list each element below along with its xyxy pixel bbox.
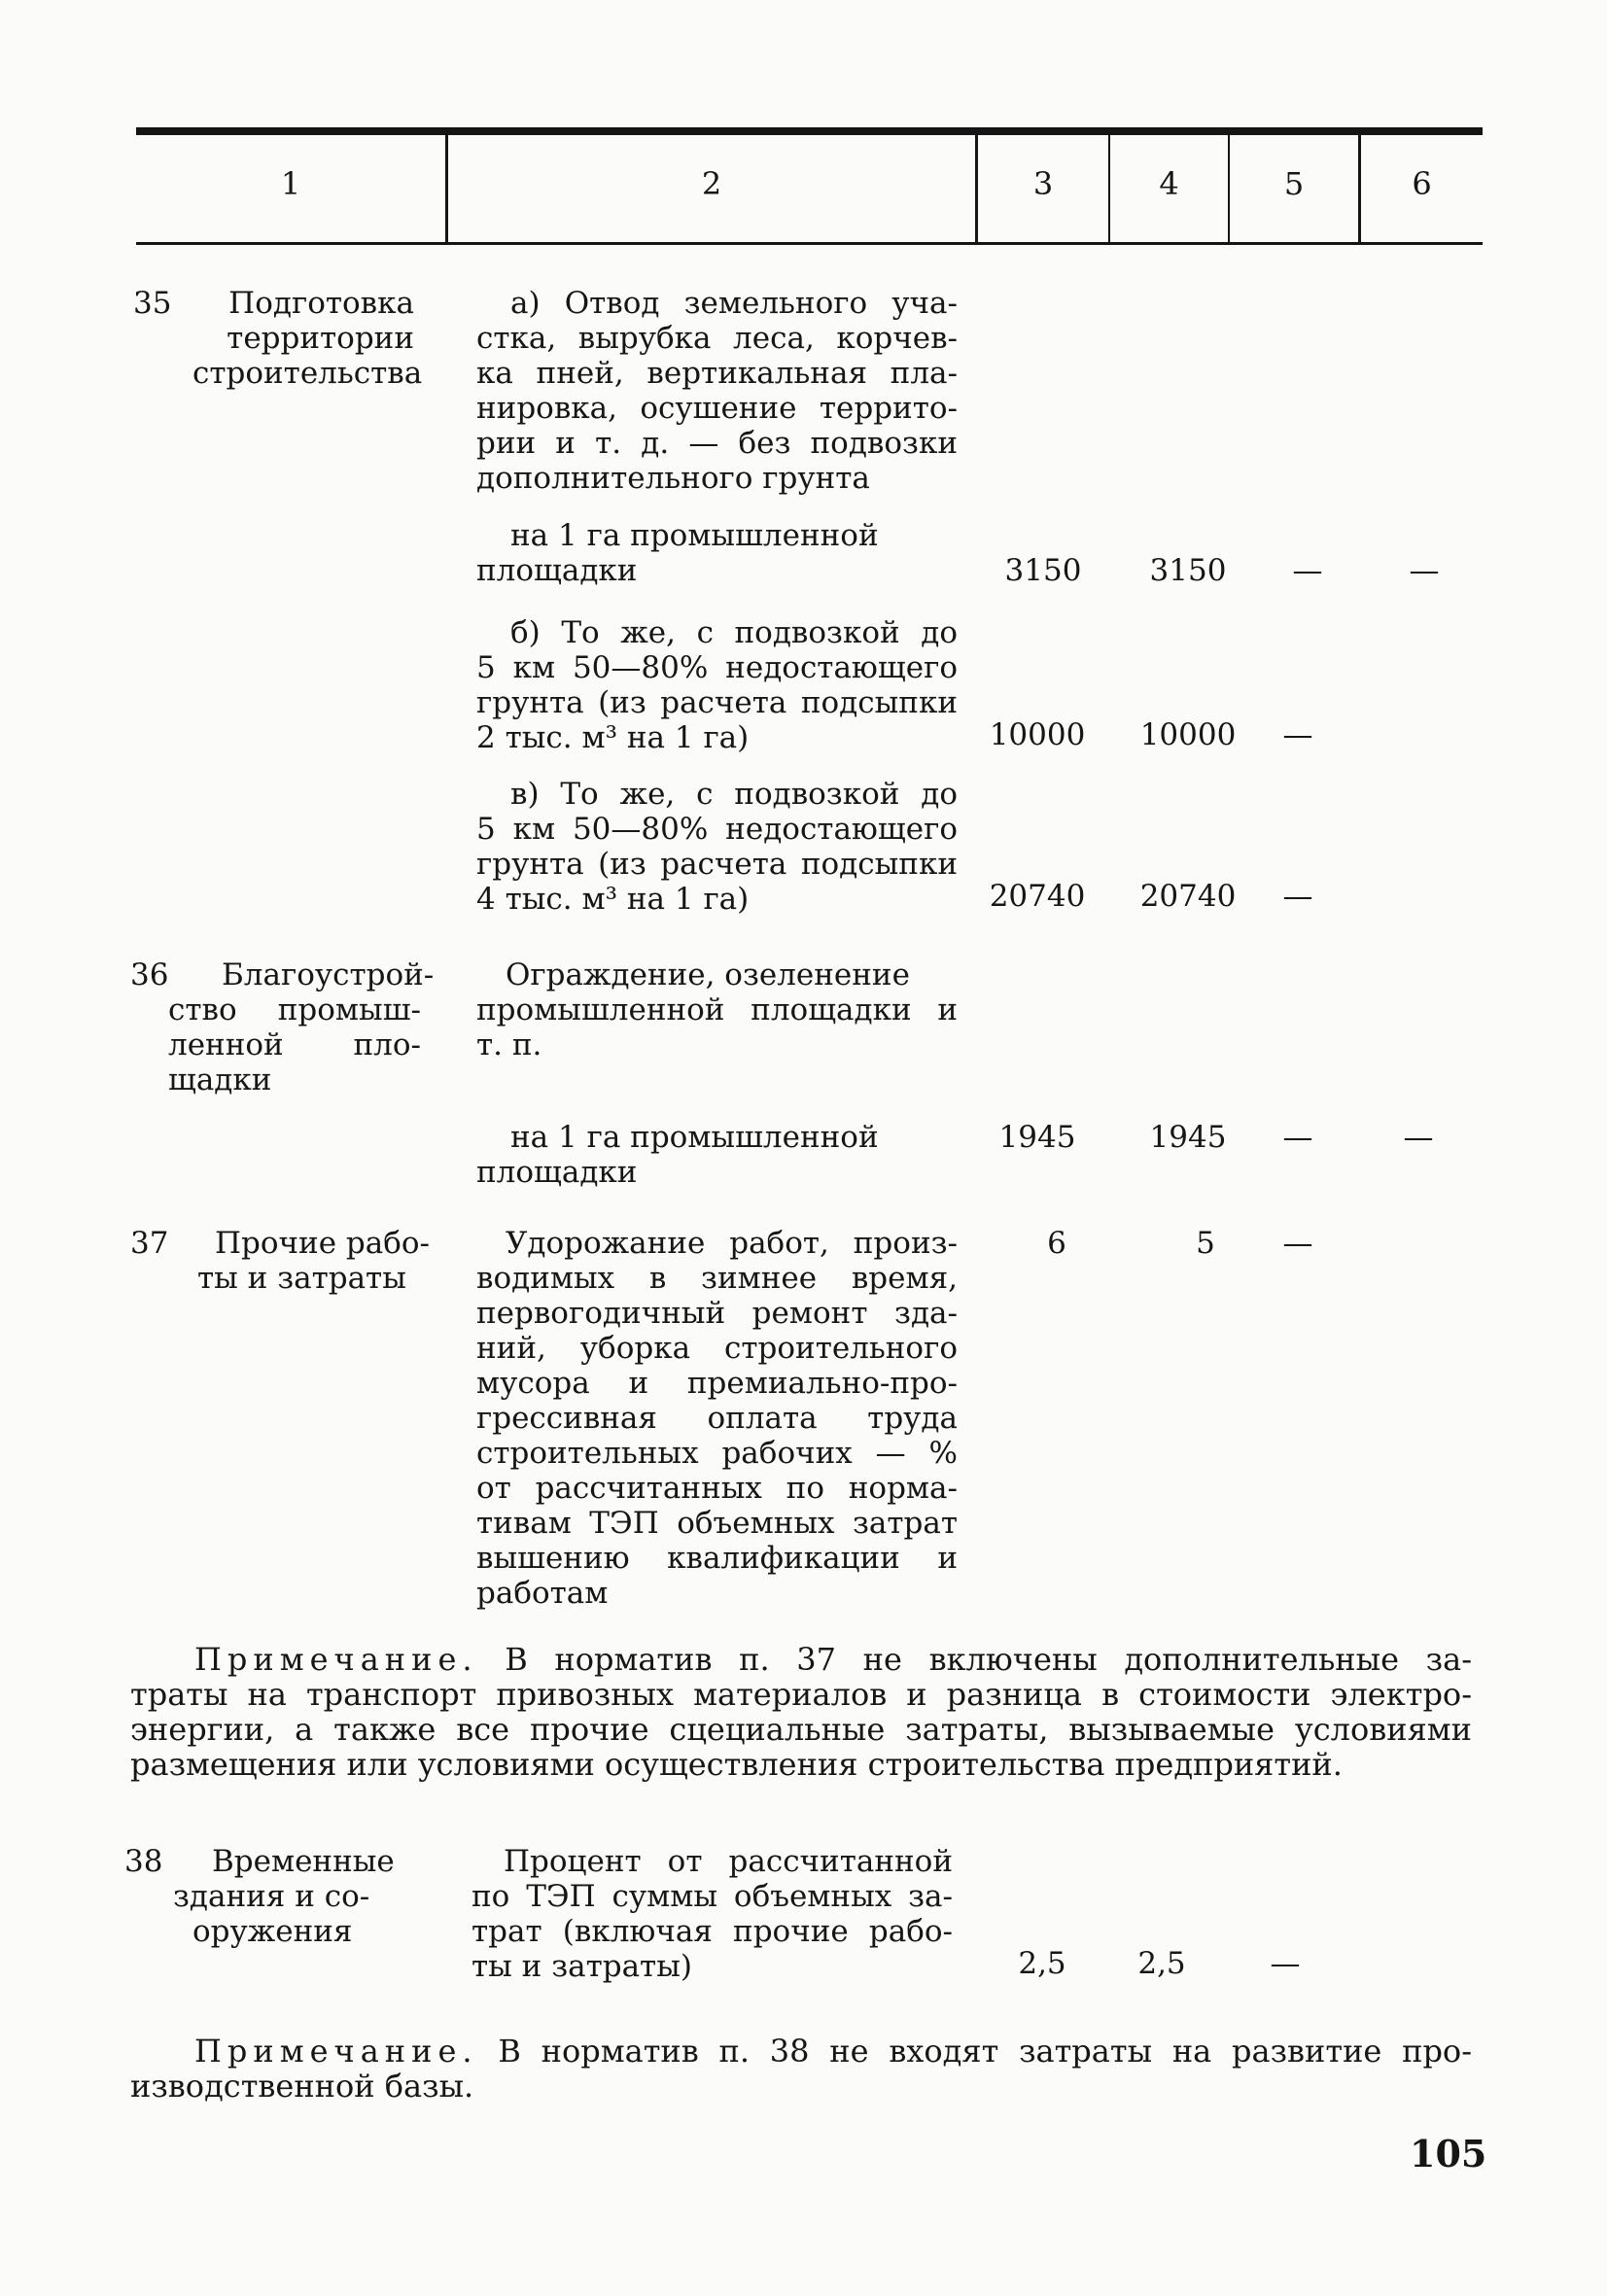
row-36-col-4: 1945: [1149, 1120, 1227, 1155]
text-line: на 1 га промышленной: [510, 1120, 879, 1155]
text-line: на 1 га промышленной: [510, 518, 879, 553]
note-line: энергии, а также все прочие сцециальные затраты, вызываемые условиями: [130, 1711, 1472, 1748]
row-35v-col-3: 20740: [989, 879, 1086, 914]
name-line: территории: [227, 321, 414, 356]
name-line: Прочие рабо-: [215, 1226, 431, 1261]
row-37-col-3: 6: [1047, 1226, 1066, 1261]
row-36-col-3: 1945: [998, 1120, 1076, 1155]
text-line: мусора и премиально-про-: [476, 1366, 958, 1401]
note-label: Примечание.: [194, 2033, 478, 2070]
name-line: щадки: [168, 1062, 272, 1097]
row-38-number: 38: [124, 1844, 163, 1879]
row-35-col-6: —: [1409, 553, 1440, 588]
row-35v-col-4: 20740: [1139, 879, 1237, 914]
name-line: Благоустрой-: [222, 957, 435, 992]
text-line: промышленной площадки и: [476, 992, 958, 1027]
note-line: траты на транспорт привозных материалов и разница в стоимости электро-: [130, 1676, 1472, 1713]
header-col-6: 6: [1412, 165, 1432, 202]
row-35-block-a: [476, 286, 958, 496]
row-38-name: [163, 1844, 416, 1949]
table-top-rule: [136, 127, 1483, 135]
text-line: первогодичный ремонт зда-: [476, 1296, 958, 1331]
note-text: В норматив п. 38 не входят затраты на развитие про-: [498, 2033, 1473, 2070]
text-line: Ограждение, озеленение: [506, 957, 910, 992]
note-label: Примечание.: [194, 1641, 478, 1678]
note-2: [130, 2034, 1472, 2104]
text-line: 2 тыс. м³ на 1 га): [476, 720, 750, 755]
text-line: тивам ТЭП объемных затрат: [476, 1506, 958, 1541]
name-line: Подготовка: [228, 286, 414, 321]
row-38-col-5: —: [1270, 1946, 1301, 1981]
header-col-2: 2: [701, 165, 722, 202]
text-line: 5 км 50—80% недостающего: [476, 812, 958, 847]
note-line: [130, 2034, 1472, 2069]
text-line: рии и т. д. — без подвозки: [476, 426, 958, 461]
row-37-number: 37: [130, 1226, 169, 1261]
text-line: нировка, осушение террито-: [476, 391, 958, 426]
name-line: ство промыш-: [168, 992, 421, 1027]
text-line: строительных рабочих — %: [476, 1436, 958, 1471]
row-35-number: 35: [133, 286, 172, 321]
row-36-description: [476, 957, 958, 1062]
note-line: [130, 1642, 1472, 1677]
text-line: Процент от рассчитанной: [504, 1844, 953, 1879]
note-text: В норматив п. 37 не включены дополнительные за-: [505, 1641, 1472, 1678]
text-line: 4 тыс. м³ на 1 га): [476, 882, 750, 917]
text-line: дополнительного грунта: [476, 461, 870, 496]
row-35-col-3: 3150: [1004, 553, 1082, 588]
text-line: площадки: [476, 553, 638, 588]
text-line: грессивная оплата труда: [476, 1401, 958, 1436]
row-35-unit: [476, 518, 958, 588]
row-35-block-b: [476, 615, 958, 755]
name-line: ленной пло-: [168, 1027, 421, 1062]
row-35-name: [192, 286, 423, 391]
text-line: вышению квалификации и: [476, 1541, 958, 1576]
row-36-number: 36: [130, 957, 169, 992]
row-37-name: [168, 1226, 431, 1296]
row-37-col-5: —: [1282, 1226, 1313, 1261]
text-line: ка пней, вертикальная пла-: [476, 356, 958, 391]
text-line: б) То же, с подвозкой до: [510, 615, 958, 650]
text-line: от рассчитанных по норма-: [476, 1471, 958, 1506]
row-38-col-4: 2,5: [1137, 1946, 1186, 1981]
note-line: размещения или условиями осуществления строительства предприятий.: [130, 1746, 1343, 1783]
row-37-description: [476, 1226, 958, 1611]
text-line: грунта (из расчета подсыпки: [476, 685, 958, 720]
row-35v-col-5: —: [1282, 879, 1313, 914]
text-line: грунта (из расчета подсыпки: [476, 847, 958, 882]
name-line: Временные: [212, 1844, 395, 1879]
row-35-col-4: 3150: [1149, 553, 1227, 588]
row-38-description: [472, 1844, 953, 1984]
text-line: площадки: [476, 1155, 638, 1190]
text-line: 5 км 50—80% недостающего: [476, 650, 958, 685]
note-1: [130, 1642, 1472, 1782]
text-line: а) Отвод земельного уча-: [510, 286, 958, 321]
text-line: в) То же, с подвозкой до: [510, 777, 958, 812]
text-line: ты и затраты): [472, 1949, 692, 1984]
row-35-col-5: —: [1292, 553, 1323, 588]
row-35b-col-4: 10000: [1139, 717, 1237, 752]
page-number: 105: [1410, 2132, 1487, 2175]
header-col-1: 1: [280, 165, 301, 202]
text-line: стка, вырубка леса, корчев-: [476, 321, 958, 356]
header-col-5: 5: [1283, 165, 1305, 202]
row-37-col-4: 5: [1196, 1226, 1215, 1261]
text-line: работам: [476, 1576, 609, 1611]
row-36-name: [168, 957, 435, 1097]
row-35b-col-5: —: [1282, 717, 1313, 752]
text-line: ний, уборка строительного: [476, 1331, 958, 1366]
header-col-3: 3: [1032, 165, 1054, 202]
text-line: Удорожание работ, произ-: [506, 1226, 958, 1261]
name-line: ты и затраты: [197, 1261, 406, 1296]
header-col-4: 4: [1159, 165, 1179, 202]
name-line: здания и со-: [173, 1879, 370, 1914]
row-35b-col-3: 10000: [989, 717, 1086, 752]
row-35-block-v: [476, 777, 958, 917]
text-line: водимых в зимнее время,: [476, 1261, 958, 1296]
text-line: т. п.: [476, 1027, 542, 1062]
row-36-col-6: —: [1403, 1120, 1434, 1155]
table-header-bottom-rule: [136, 242, 1483, 245]
row-36-col-5: —: [1282, 1120, 1313, 1155]
text-line: трат (включая прочие рабо-: [472, 1914, 953, 1949]
row-38-col-3: 2,5: [1018, 1946, 1066, 1981]
row-36-unit: [476, 1120, 958, 1190]
name-line: оружения: [192, 1914, 353, 1949]
note-line: изводственной базы.: [130, 2068, 474, 2105]
text-line: по ТЭП суммы объемных за-: [472, 1879, 953, 1914]
name-line: строительства: [192, 356, 423, 391]
